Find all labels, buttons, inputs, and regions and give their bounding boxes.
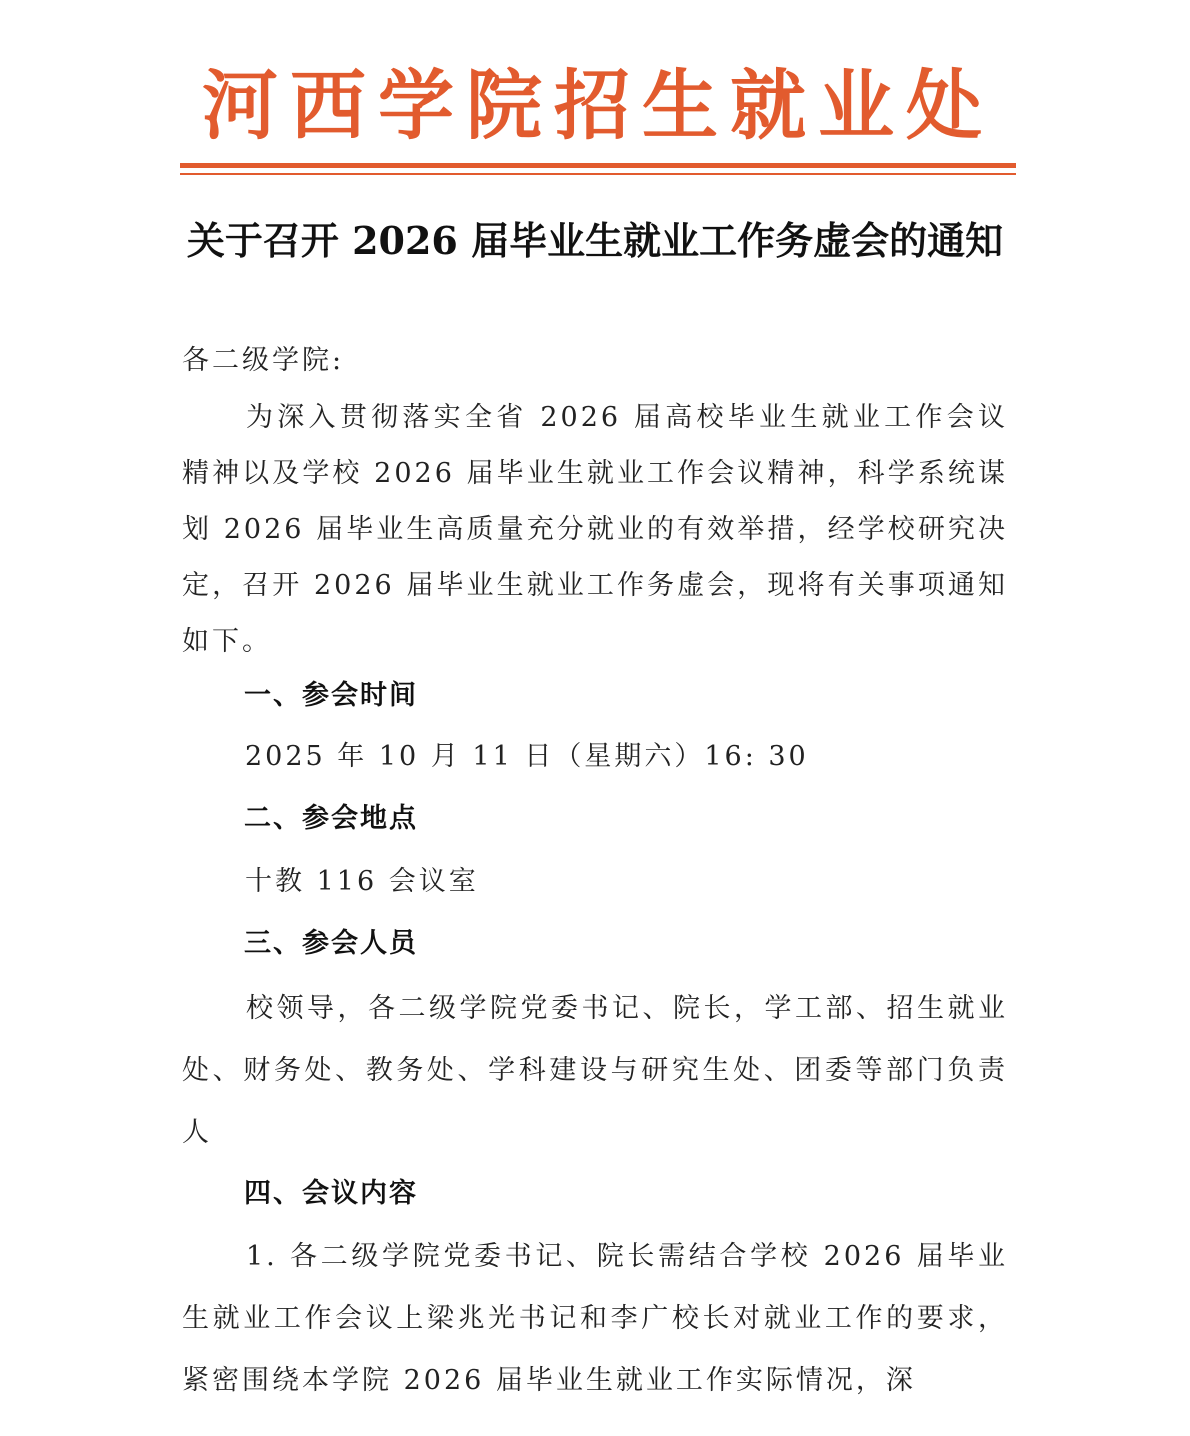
content-paragraph: 1. 各二级学院党委书记、院长需结合学校 2026 届毕业生就业工作会议上梁兆光书记和李广校长对就业工作的要求，紧密围绕本学院 2026 届毕业生就业工作实际情况，深 (182, 1241, 1008, 1396)
letterhead (180, 58, 1016, 154)
attendees-paragraph: 校领导，各二级学院党委书记、院长，学工部、招生就业处、财务处、教务处、学科建设与研究生处、团委等部门负责人 (182, 993, 1008, 1148)
intro-paragraph: 为深入贯彻落实全省 2026 届高校毕业生就业工作会议精神以及学校 2026 届毕业生就业工作会议精神，科学系统谋划 2026 届毕业生高质量充分就业的有效举措，经学校研究决定，召开 2026 届毕业生就业工作务虚会，现将有关事项通知如下。 (182, 402, 1008, 657)
salutation: 各二级学院: (182, 345, 345, 376)
letterhead-title: 河西学院招生就业处 (202, 61, 994, 150)
letterhead-rule-thin (180, 173, 1016, 175)
meeting-time: 2025 年 10 月 11 日（星期六）16: 30 (245, 741, 809, 772)
section-heading-content: 四、会议内容 (244, 1178, 418, 1209)
section-heading-time: 一、参会时间 (244, 680, 418, 711)
section-heading-place: 二、参会地点 (244, 803, 418, 834)
document-title: 关于召开 2026 届毕业生就业工作务虚会的通知 (186, 218, 1004, 263)
meeting-place: 十教 116 会议室 (245, 866, 479, 897)
section-heading-attendees: 三、参会人员 (244, 928, 418, 959)
letterhead-rule-thick (180, 163, 1016, 168)
